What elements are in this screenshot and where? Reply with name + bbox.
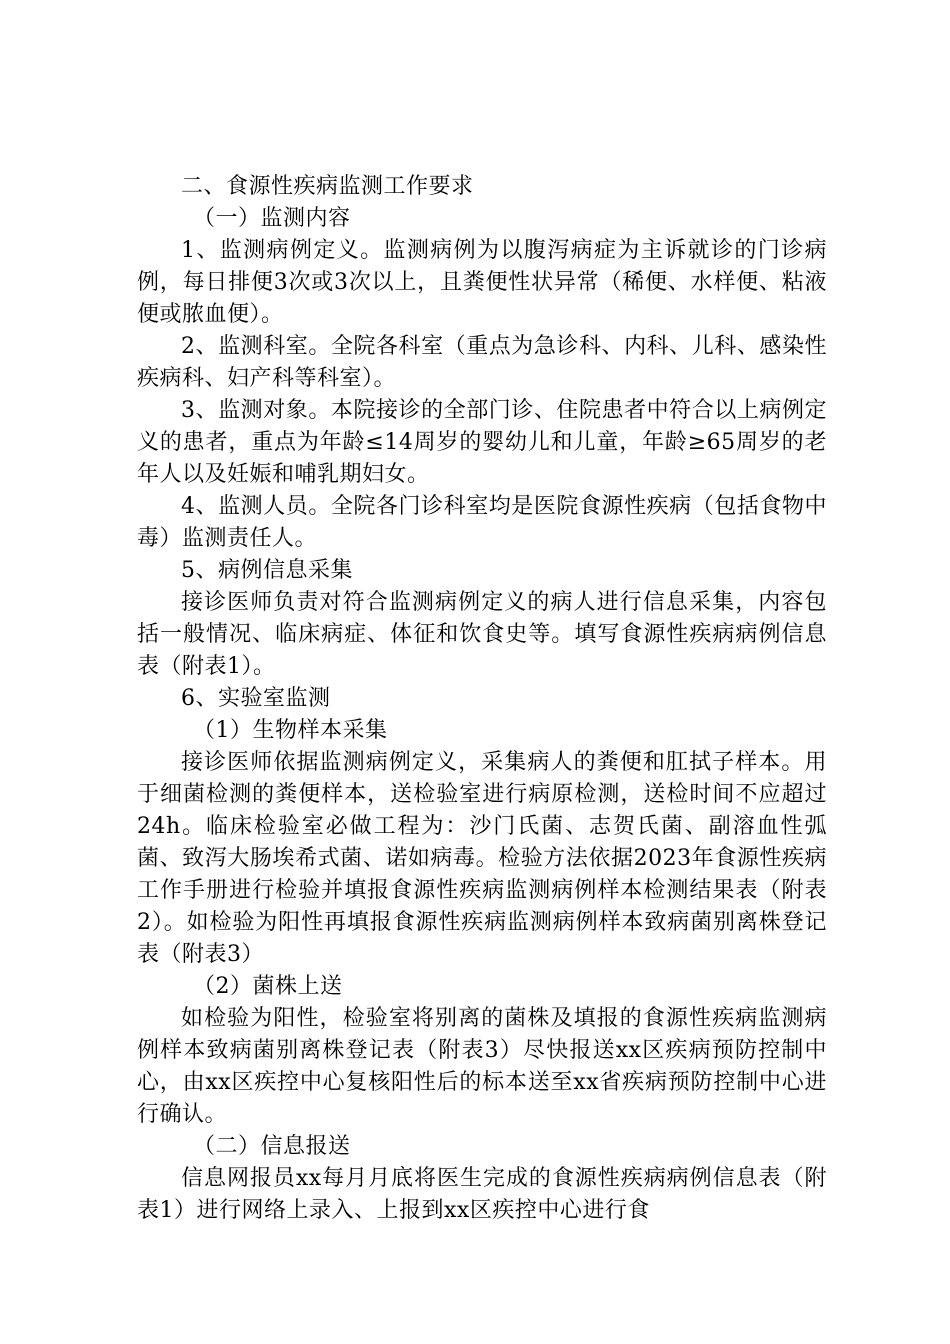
paragraph-sample-collection: 接诊医师依据监测病例定义，采集病人的粪便和肛拭子样本。用于细菌检测的粪便样本，送检验室进行病原检测，送检时间不应超过24h。临床检验室必做工程为：沙门氏菌、志贺氏菌、副溶血性弧菌、致泻大肠埃希式菌、诺如病毒。检验方法依据2023年食源性疾病工作手册进行检验并填报食源性疾病监测病例样本检测结果表（附表2）。如检验为阳性再填报食源性疾病监测病例样本致病菌别离株登记表（附表3） [137,750,827,967]
paragraph-targets: 3、监测对象。本院接诊的全部门诊、住院患者中符合以上病例定义的患者，重点为年龄≤14周岁的婴幼儿和儿童，年龄≥65周岁的老年人以及妊娠和哺乳期妇女。 [137,398,827,487]
item-title-case-info: 5、病例信息采集 [181,558,353,583]
document-body [137,171,827,1227]
paragraph-case-info: 接诊医师负责对符合监测病例定义的病人进行信息采集，内容包括一般情况、临床病症、体征和饮食史等。填写食源性疾病病例信息表（附表1）。 [137,590,827,679]
subsection-title-monitoring-content: （一）监测内容 [193,206,351,231]
paragraph-case-definition: 1、监测病例定义。监测病例为以腹泻病症为主诉就诊的门诊病例，每日排便3次或3次以上，且粪便性状异常（稀便、水样便、粘液便或脓血便）。 [137,238,827,327]
paragraph-strain-submission: 如检验为阳性，检验室将别离的菌株及填报的食源性疾病监测病例样本致病菌别离株登记表（附表3）尽快报送xx区疾病预防控制中心，由xx区疾控中心复核阳性后的标本送至xx省疾病预防控制中心进行确认。 [137,1006,827,1127]
subitem-title-strain-submission: （2）菌株上送 [193,974,343,999]
paragraph-personnel: 4、监测人员。全院各门诊科室均是医院食源性疾病（包括食物中毒）监测责任人。 [137,494,827,551]
subsection-title-info-reporting: （二）信息报送 [193,1134,351,1159]
paragraph-info-reporting: 信息网报员xx每月月底将医生完成的食源性疾病病例信息表（附表1）进行网络上录入、上报到xx区疾控中心进行食 [137,1166,827,1223]
section-heading: 二、食源性疾病监测工作要求 [181,174,474,199]
subitem-title-sample-collection: （1）生物样本采集 [193,718,388,743]
item-title-lab-monitoring: 6、实验室监测 [181,686,331,711]
paragraph-departments: 2、监测科室。全院各科室（重点为急诊科、内科、儿科、感染性疾病科、妇产科等科室）。 [137,334,827,391]
